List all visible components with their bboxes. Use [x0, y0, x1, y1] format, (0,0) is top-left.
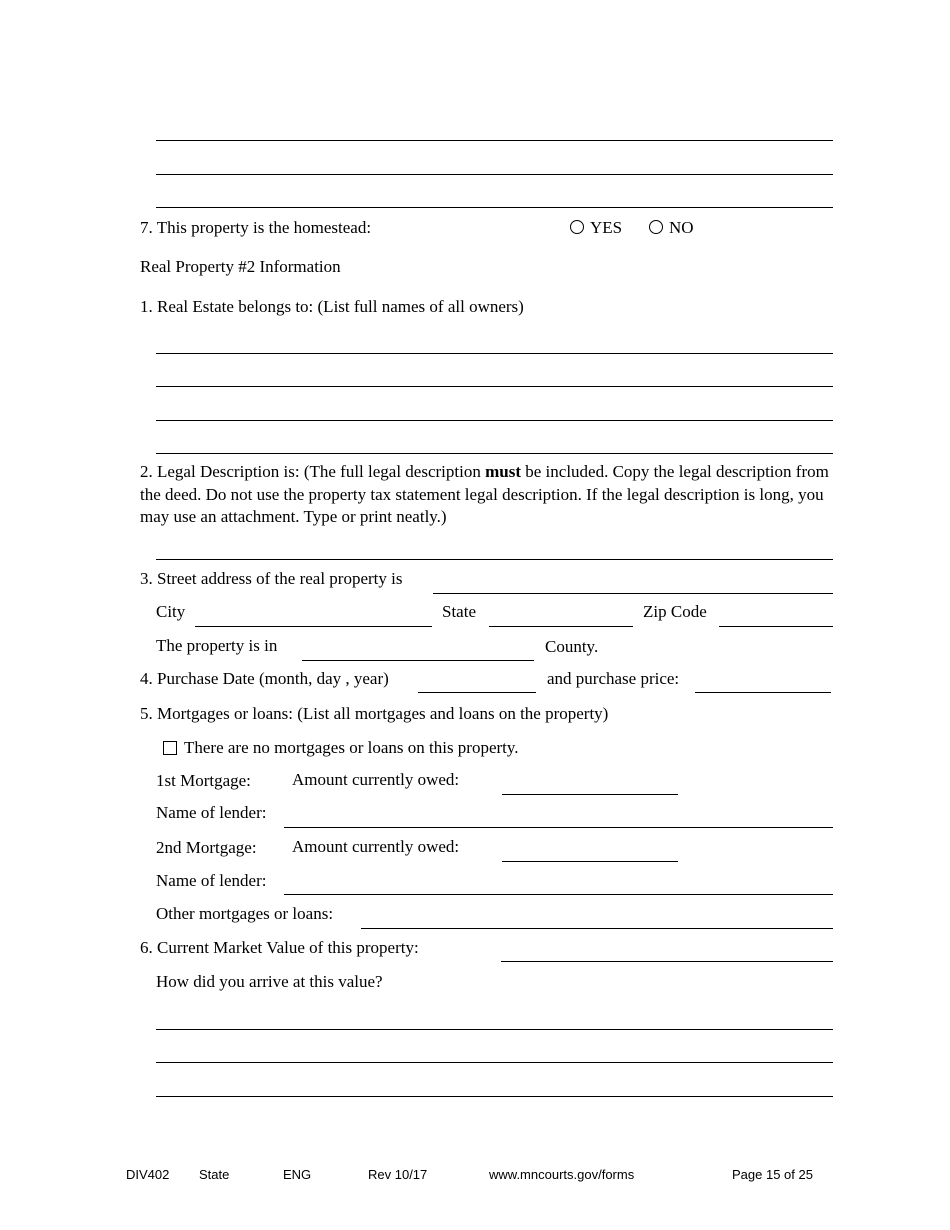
- owners-line-2[interactable]: [156, 386, 833, 387]
- first-lender-label: Name of lender:: [156, 803, 267, 822]
- city-label: City: [156, 602, 186, 621]
- mortgages-question: 5. Mortgages or loans: (List all mortgages and loans on the property): [140, 704, 609, 723]
- other-mortgages-field[interactable]: [361, 928, 833, 929]
- second-amount-label: Amount currently owed:: [292, 837, 460, 856]
- first-amount-label: Amount currently owed:: [292, 770, 460, 789]
- owners-line-3[interactable]: [156, 420, 833, 421]
- purchase-date-label: 4. Purchase Date (month, day , year): [140, 669, 389, 688]
- first-amount-field[interactable]: [502, 794, 678, 795]
- street-address-field[interactable]: [433, 593, 833, 594]
- market-value-field[interactable]: [501, 961, 833, 962]
- purchase-date-field[interactable]: [418, 692, 536, 693]
- yes-label: YES: [590, 218, 623, 237]
- no-mortgage-label: There are no mortgages or loans on this property.: [184, 738, 519, 757]
- legal-description-line[interactable]: [156, 559, 833, 560]
- second-lender-field[interactable]: [284, 894, 833, 895]
- no-radio-icon[interactable]: [649, 220, 663, 234]
- homestead-no-option[interactable]: [649, 218, 694, 238]
- first-mortgage-label: 1st Mortgage:: [156, 771, 251, 790]
- market-value-label: 6. Current Market Value of this property:: [140, 938, 419, 957]
- second-amount-field[interactable]: [502, 861, 678, 862]
- owners-line-4[interactable]: [156, 453, 833, 454]
- value-method-line-2[interactable]: [156, 1062, 833, 1063]
- footer-form-id: DIV402: [126, 1167, 170, 1182]
- first-lender-field[interactable]: [284, 827, 833, 828]
- homestead-question: 7. This property is the homestead:: [140, 218, 372, 237]
- legal-description-question: 2. Legal Description is: (The full legal description must be included. Copy the legal description from the deed. Do not use the property tax statement legal description. If the legal description is long, you may use an attachment. Type or print neatly.): [140, 462, 829, 526]
- footer-state: State: [199, 1167, 230, 1182]
- no-label: NO: [669, 218, 694, 237]
- must-emphasis: must: [485, 462, 522, 481]
- value-method-label: How did you arrive at this value?: [156, 972, 383, 991]
- continuation-line-1[interactable]: [156, 140, 833, 141]
- owners-line-1[interactable]: [156, 353, 833, 354]
- footer-language: ENG: [283, 1167, 312, 1182]
- other-mortgages-label: Other mortgages or loans:: [156, 904, 334, 923]
- value-method-line-3[interactable]: [156, 1096, 833, 1097]
- second-lender-label: Name of lender:: [156, 871, 267, 890]
- section-title: Real Property #2 Information: [140, 257, 341, 276]
- purchase-price-field[interactable]: [695, 692, 831, 693]
- continuation-line-2[interactable]: [156, 174, 833, 175]
- homestead-yes-option[interactable]: [570, 218, 622, 238]
- state-field[interactable]: [489, 626, 633, 627]
- continuation-line-3[interactable]: [156, 207, 833, 208]
- second-mortgage-label: 2nd Mortgage:: [156, 838, 257, 857]
- county-field[interactable]: [302, 660, 534, 661]
- state-label: State: [442, 602, 476, 621]
- county-label: County.: [545, 637, 599, 656]
- zip-field[interactable]: [719, 626, 833, 627]
- city-field[interactable]: [195, 626, 432, 627]
- footer-revision: Rev 10/17: [368, 1167, 428, 1182]
- footer-page-number: Page 15 of 25: [732, 1167, 813, 1182]
- footer-url[interactable]: www.mncourts.gov/forms: [489, 1167, 635, 1182]
- property-in-label: The property is in: [156, 636, 278, 655]
- zip-label: Zip Code: [643, 602, 707, 621]
- value-method-line-1[interactable]: [156, 1029, 833, 1030]
- no-mortgage-checkbox[interactable]: [163, 741, 177, 755]
- purchase-price-label: and purchase price:: [547, 669, 680, 688]
- street-address-label: 3. Street address of the real property is: [140, 569, 403, 588]
- yes-radio-icon[interactable]: [570, 220, 584, 234]
- owners-question: 1. Real Estate belongs to: (List full names of all owners): [140, 297, 524, 316]
